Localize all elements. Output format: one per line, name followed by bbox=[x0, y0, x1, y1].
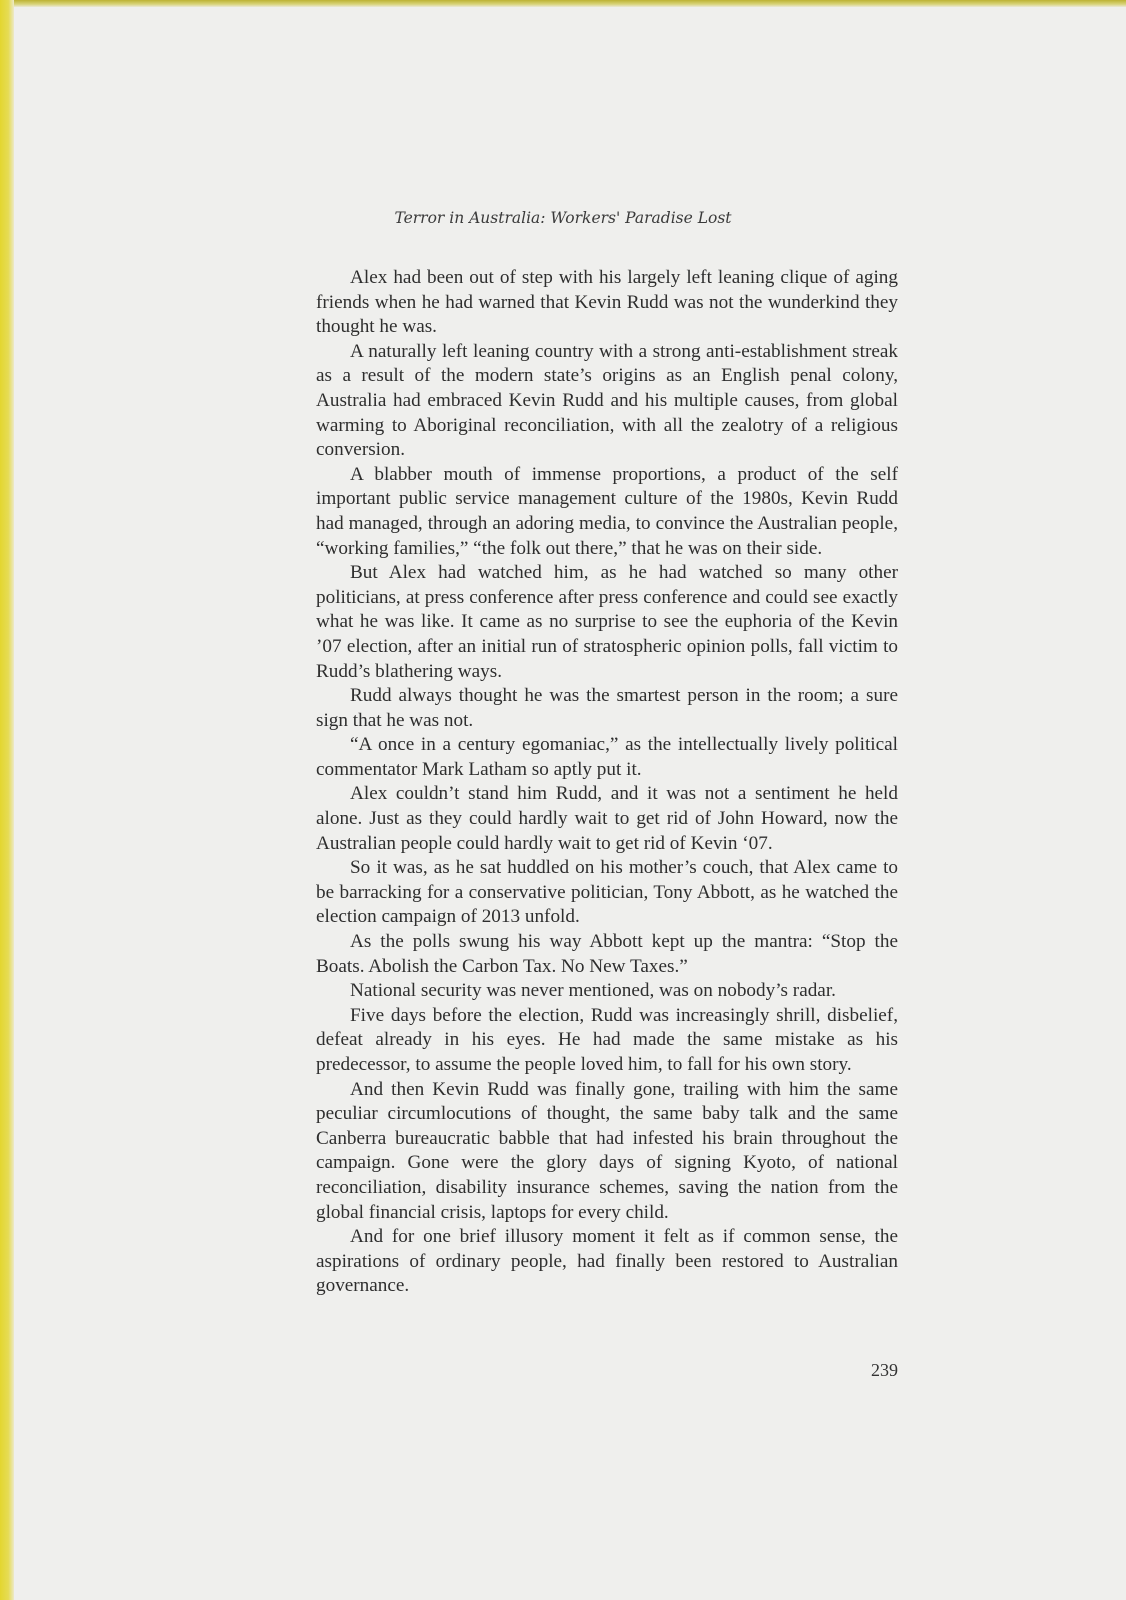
paragraph: Rudd always thought he was the smartest person in the room; a sure sign that he was not. bbox=[316, 685, 898, 731]
paragraph: Alex couldn’t stand him Rudd, and it was not a sentiment he held alone. Just as they could hardly wait to get rid of John Howard, now the Australian people could hardly wait to get rid of Kevin ‘07. bbox=[316, 783, 898, 854]
paragraph: “A once in a century egomaniac,” as the intellectually lively political commentator Mark Latham so aptly put it. bbox=[316, 734, 898, 780]
paragraph: And then Kevin Rudd was finally gone, trailing with him the same peculiar circumlocutions of thought, the same baby talk and the same Canberra bureaucratic babble that had infested his brain throughout the campaign. Gone were the glory days of signing Kyoto, of national reconciliation, disability insurance schemes, saving the nation from the global financial crisis, laptops for every child. bbox=[316, 1078, 898, 1223]
paragraph: And for one brief illusory moment it felt as if common sense, the aspirations of ordinary people, had finally been restored to Australian governance. bbox=[316, 1226, 898, 1297]
scan-left-edge bbox=[0, 0, 14, 1600]
paragraph: National security was never mentioned, was on nobody’s radar. bbox=[350, 980, 836, 1002]
paragraph: So it was, as he sat huddled on his mother’s couch, that Alex came to be barracking for a conservative politician, Tony Abbott, as he watched the election campaign of 2013 unfold. bbox=[316, 857, 898, 928]
paragraph: Five days before the election, Rudd was increasingly shrill, disbelief, defeat already in his eyes. He had made the same mistake as his predecessor, to assume the people loved him, to fall for his own story. bbox=[316, 1004, 898, 1075]
paragraph: As the polls swung his way Abbott kept up the mantra: “Stop the Boats. Abolish the Carbon Tax. No New Taxes.” bbox=[316, 931, 898, 977]
scan-top-edge bbox=[0, 0, 1126, 7]
paragraph: A naturally left leaning country with a strong anti-establishment streak as a result of the modern state’s origins as an English penal colony, Australia had embraced Kevin Rudd and his multiple causes, from global warming to Aboriginal reconciliation, with all the zealotry of a religious conversion. bbox=[316, 340, 898, 461]
paragraph: But Alex had watched him, as he had watched so many other politicians, at press conference after press conference and could see exactly what he was like. It came as no surprise to see the euphoria of the Kevin ’07 election, after an initial run of stratospheric opinion polls, fall victim to Rudd’s blathering ways. bbox=[316, 562, 898, 682]
page-number: 239 bbox=[871, 1360, 898, 1380]
paragraph: A blabber mouth of immense proportions, a product of the self important public service management culture of the 1980s, Kevin Rudd had managed, through an adoring media, to convince the Australian people, “working families,” “the folk out there,” that he was on their side. bbox=[316, 463, 898, 559]
paragraph: Alex had been out of step with his largely left leaning clique of aging friends when he had warned that Kevin Rudd was not the wunderkind they thought he was. bbox=[316, 267, 898, 338]
body-text bbox=[316, 266, 898, 1299]
running-head: Terror in Australia: Workers' Paradise Lost bbox=[394, 209, 732, 227]
